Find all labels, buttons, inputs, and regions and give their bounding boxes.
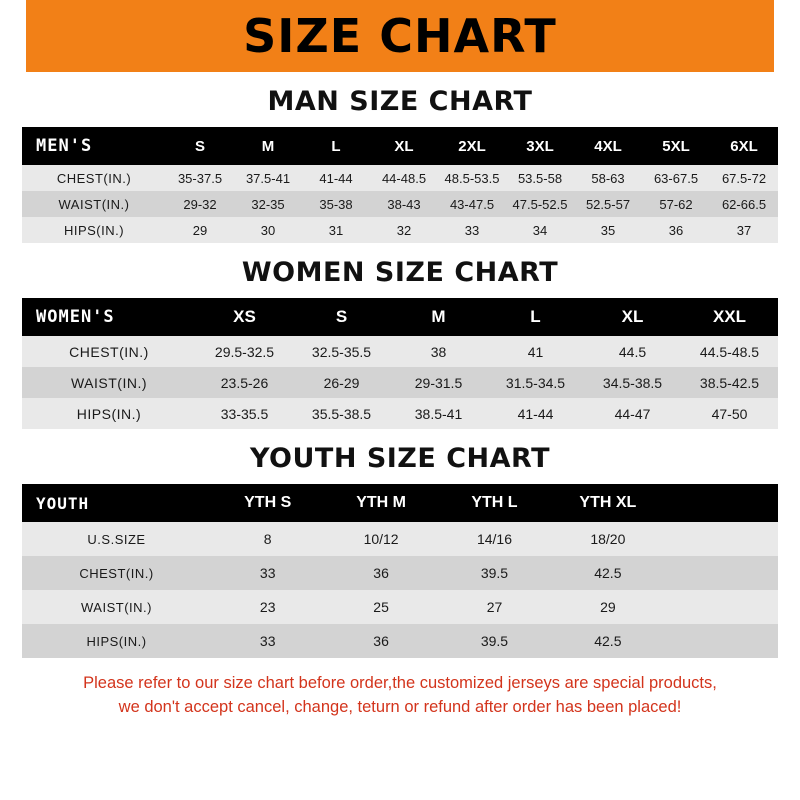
youth-size-chart-section <box>0 443 800 658</box>
youth-waist-xl: 29 <box>551 590 664 624</box>
youth-hips-s: 33 <box>211 624 324 658</box>
table-row <box>22 624 778 658</box>
man-waist-xl: 38-43 <box>370 191 438 217</box>
women-size-table <box>22 298 778 429</box>
women-hips-xxl: 47-50 <box>681 398 778 429</box>
youth-ussize-empty <box>665 522 778 556</box>
youth-waist-m: 25 <box>324 590 437 624</box>
youth-size-table <box>22 484 778 658</box>
women-col-xxl: XXL <box>681 298 778 336</box>
man-section-title: MAN SIZE CHART <box>267 86 533 117</box>
youth-col-empty <box>665 484 778 522</box>
women-chest-s: 32.5-35.5 <box>293 336 390 367</box>
table-row <box>22 522 778 556</box>
man-chest-4xl: 58-63 <box>574 165 642 191</box>
man-hips-s: 29 <box>166 217 234 243</box>
table-row <box>22 191 778 217</box>
man-col-l: L <box>302 127 370 165</box>
footer-line-2: we don't accept cancel, change, teturn or refund after order has been placed! <box>118 697 682 716</box>
women-section-title: WOMEN SIZE CHART <box>241 257 559 288</box>
man-hips-5xl: 36 <box>642 217 710 243</box>
man-waist-6xl: 62-66.5 <box>710 191 778 217</box>
women-waist-xxl: 38.5-42.5 <box>681 367 778 398</box>
table-header-row <box>22 298 778 336</box>
women-hips-l: 41-44 <box>487 398 584 429</box>
youth-chest-l: 39.5 <box>438 556 551 590</box>
man-chest-2xl: 48.5-53.5 <box>438 165 506 191</box>
man-chest-3xl: 53.5-58 <box>506 165 574 191</box>
table-row <box>22 556 778 590</box>
table-row <box>22 367 778 398</box>
man-chest-s: 35-37.5 <box>166 165 234 191</box>
women-size-chart-section <box>0 257 800 429</box>
table-row <box>22 336 778 367</box>
man-col-s: S <box>166 127 234 165</box>
youth-hips-l: 39.5 <box>438 624 551 658</box>
youth-chest-s: 33 <box>211 556 324 590</box>
footer-line-1: Please refer to our size chart before order,the customized jerseys are special products, <box>83 674 717 692</box>
youth-row-chest-label: CHEST(IN.) <box>22 556 211 590</box>
man-col-2xl: 2XL <box>438 127 506 165</box>
man-waist-m: 32-35 <box>234 191 302 217</box>
women-waist-l: 31.5-34.5 <box>487 367 584 398</box>
man-col-m: M <box>234 127 302 165</box>
women-col-l: L <box>487 298 584 336</box>
women-waist-xl: 34.5-38.5 <box>584 367 681 398</box>
banner-right-margin <box>774 0 800 72</box>
youth-row-hips-label: HIPS(IN.) <box>22 624 211 658</box>
youth-chest-m: 36 <box>324 556 437 590</box>
man-waist-4xl: 52.5-57 <box>574 191 642 217</box>
table-row <box>22 165 778 191</box>
man-chest-6xl: 67.5-72 <box>710 165 778 191</box>
women-col-xl: XL <box>584 298 681 336</box>
youth-waist-s: 23 <box>211 590 324 624</box>
women-hips-m: 38.5-41 <box>390 398 487 429</box>
man-waist-l: 35-38 <box>302 191 370 217</box>
youth-col-m: YTH M <box>324 484 437 522</box>
page-title: SIZE CHART <box>243 9 557 63</box>
table-row <box>22 217 778 243</box>
man-col-xl: XL <box>370 127 438 165</box>
youth-chest-empty <box>665 556 778 590</box>
man-row-chest-label: CHEST(IN.) <box>22 165 166 191</box>
man-hips-6xl: 37 <box>710 217 778 243</box>
man-waist-5xl: 57-62 <box>642 191 710 217</box>
women-col-m: M <box>390 298 487 336</box>
footer-disclaimer <box>0 672 800 720</box>
youth-chest-xl: 42.5 <box>551 556 664 590</box>
man-row-waist-label: WAIST(IN.) <box>22 191 166 217</box>
header-banner <box>0 0 800 72</box>
man-col-4xl: 4XL <box>574 127 642 165</box>
women-chest-xs: 29.5-32.5 <box>196 336 293 367</box>
women-row-hips-label: HIPS(IN.) <box>22 398 196 429</box>
youth-hips-empty <box>665 624 778 658</box>
women-chest-l: 41 <box>487 336 584 367</box>
man-hips-l: 31 <box>302 217 370 243</box>
youth-ussize-m: 10/12 <box>324 522 437 556</box>
man-hips-m: 30 <box>234 217 302 243</box>
youth-ussize-s: 8 <box>211 522 324 556</box>
man-waist-2xl: 43-47.5 <box>438 191 506 217</box>
man-hips-4xl: 35 <box>574 217 642 243</box>
table-row <box>22 590 778 624</box>
table-row <box>22 398 778 429</box>
youth-waist-empty <box>665 590 778 624</box>
women-row-waist-label: WAIST(IN.) <box>22 367 196 398</box>
youth-col-xl: YTH XL <box>551 484 664 522</box>
man-hips-2xl: 33 <box>438 217 506 243</box>
youth-label-header: YOUTH <box>22 484 211 522</box>
women-chest-xl: 44.5 <box>584 336 681 367</box>
man-size-chart-section <box>0 86 800 243</box>
youth-col-l: YTH L <box>438 484 551 522</box>
youth-ussize-l: 14/16 <box>438 522 551 556</box>
man-label-header: MEN'S <box>22 127 166 165</box>
youth-waist-l: 27 <box>438 590 551 624</box>
women-col-xs: XS <box>196 298 293 336</box>
women-waist-m: 29-31.5 <box>390 367 487 398</box>
man-hips-xl: 32 <box>370 217 438 243</box>
women-col-s: S <box>293 298 390 336</box>
youth-row-waist-label: WAIST(IN.) <box>22 590 211 624</box>
man-size-table <box>22 127 778 243</box>
table-header-row <box>22 484 778 522</box>
youth-col-s: YTH S <box>211 484 324 522</box>
women-hips-xs: 33-35.5 <box>196 398 293 429</box>
man-hips-3xl: 34 <box>506 217 574 243</box>
women-row-chest-label: CHEST(IN.) <box>22 336 196 367</box>
man-chest-5xl: 63-67.5 <box>642 165 710 191</box>
youth-ussize-xl: 18/20 <box>551 522 664 556</box>
youth-section-title: YOUTH SIZE CHART <box>249 443 551 474</box>
women-chest-xxl: 44.5-48.5 <box>681 336 778 367</box>
man-col-5xl: 5XL <box>642 127 710 165</box>
man-chest-m: 37.5-41 <box>234 165 302 191</box>
women-chest-m: 38 <box>390 336 487 367</box>
women-hips-xl: 44-47 <box>584 398 681 429</box>
man-chest-l: 41-44 <box>302 165 370 191</box>
man-waist-s: 29-32 <box>166 191 234 217</box>
women-label-header: WOMEN'S <box>22 298 196 336</box>
man-col-3xl: 3XL <box>506 127 574 165</box>
women-waist-s: 26-29 <box>293 367 390 398</box>
women-waist-xs: 23.5-26 <box>196 367 293 398</box>
man-chest-xl: 44-48.5 <box>370 165 438 191</box>
women-hips-s: 35.5-38.5 <box>293 398 390 429</box>
youth-hips-xl: 42.5 <box>551 624 664 658</box>
man-col-6xl: 6XL <box>710 127 778 165</box>
youth-row-ussize-label: U.S.SIZE <box>22 522 211 556</box>
youth-hips-m: 36 <box>324 624 437 658</box>
table-header-row <box>22 127 778 165</box>
man-row-hips-label: HIPS(IN.) <box>22 217 166 243</box>
banner-left-margin <box>0 0 26 72</box>
man-waist-3xl: 47.5-52.5 <box>506 191 574 217</box>
